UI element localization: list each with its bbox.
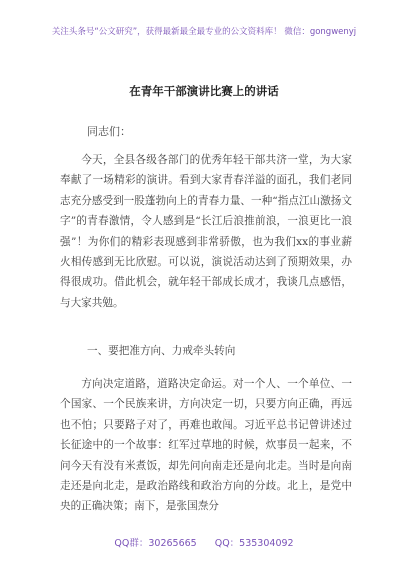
- footer-contact: [0, 535, 408, 549]
- paragraph-1: 今天，全县各级各部门的优秀年轻干部共济一堂，为大家奉献了一场精彩的演讲。看到大家青春洋溢的面孔，我们老同志充分感受到一股蓬勃向上的青春力量、一种“指点江山激扬文字”的青春激情，令人感到是“长江后浪推前浪，一浪更比一浪强”！为你们的精彩表现感到非常骄傲，也为我们xx的事业薪火相传感到无比欣慰。可以说，演说活动达到了预期效果，办得很成功。借此机会，就年轻干部成长成才，我谈几点感悟，与大家共勉。: [60, 154, 352, 309]
- paragraph-2: 方向决定道路，道路决定命运。对一个人、一个单位、一个国家、一个民族来讲，方向决定一切，只要方向正确，再远也不怕；只要路子对了，再难也敢闯。习近平总书记曾讲述过长征途中的一个故事：红军过草地的时候，炊事员一起来，不问今天有没有米煮饭，却先问向南走还是向北走。当时是向南走还是向北走，是政治路线和政治方向的分歧。北上，是党中央的正确决策；南下，是张国焘分: [60, 378, 352, 513]
- footer-qq-group: QQ群：30265665: [114, 538, 197, 549]
- salutation: 同志们：: [87, 125, 131, 138]
- footer-qq: QQ：535304092: [214, 538, 294, 549]
- section-heading: 一、要把准方向、力戒牵头转向: [87, 345, 236, 357]
- document-title: 在青年干部演讲比赛上的讲话: [129, 84, 279, 98]
- header-banner: 关注头条号“公文研究”，获得最新最全最专业的公文资料库！ 微信：gongwenyj: [51, 27, 357, 37]
